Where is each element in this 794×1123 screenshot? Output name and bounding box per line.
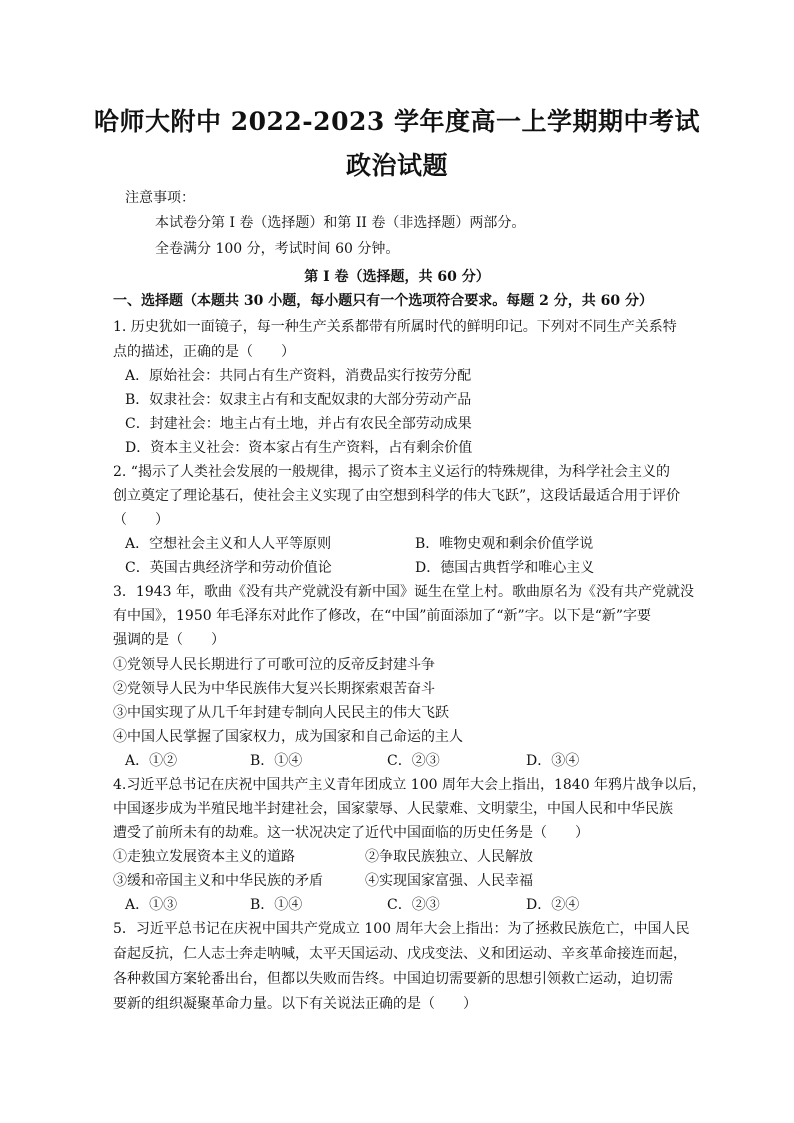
notes-label: 注意事项：: [125, 190, 195, 206]
question-2-option-a: A．空想社会主义和人人平等原则: [125, 536, 332, 552]
question-3-option-b: B．①④: [250, 753, 303, 769]
question-5-line: 各种救国方案轮番出台，但都以失败而告终。中国迫切需要新的思想引领救亡运动，迫切需: [113, 971, 673, 987]
question-2-option-d: D．德国古典哲学和唯心主义: [415, 560, 595, 576]
question-2-line: 2. “揭示了人类社会发展的一般规律，揭示了资本主义运行的特殊规律，为科学社会主义的: [113, 464, 670, 480]
question-4-option-d: D．②④: [526, 897, 580, 913]
question-3-statement: ①党领导人民长期进行了可歌可泣的反帝反封建斗争: [113, 657, 435, 673]
question-3-statement: ③中国实现了从几千年封建专制向人民民主的伟大飞跃: [113, 705, 449, 721]
question-1-option-b: B．奴隶社会：奴隶主占有和支配奴隶的大部分劳动产品: [125, 392, 472, 408]
question-4-statement: ④实现国家富强、人民幸福: [365, 873, 533, 889]
section-heading: 一、选择题（本题共 30 小题，每小题只有一个选项符合要求。每题 2 分，共 60 分）: [113, 293, 653, 309]
question-3-line: 强调的是（ ）: [113, 632, 225, 648]
question-2-line: 创立奠定了理论基石，使社会主义实现了由空想到科学的伟大飞跃”，这段话最适合用于评价: [113, 488, 681, 504]
question-3-statement: ②党领导人民为中华民族伟大复兴长期探索艰苦奋斗: [113, 681, 435, 697]
question-3-line: 3．1943 年，歌曲《没有共产党就没有新中国》诞生在堂上村。歌曲原名为《没有共产党就没: [113, 584, 694, 600]
notes-item: 本试卷分第 I 卷（选择题）和第 II 卷（非选择题）两部分。: [155, 215, 526, 231]
part-heading: 第 I 卷（选择题，共 60 分）: [304, 269, 490, 285]
question-4-option-a: A．①③: [125, 897, 178, 913]
question-2-option-c: C．英国古典经济学和劳动价值论: [125, 560, 332, 576]
question-5-line: 5．习近平总书记在庆祝中国共产党成立 100 周年大会上指出：为了拯救民族危亡，中国人民: [113, 921, 690, 937]
question-3-line: 有中国》，1950 年毛泽东对此作了修改，在“中国”前面添加了“新”字。以下是“新”字要: [113, 608, 652, 624]
question-1-option-c: C．封建社会：地主占有土地，并占有农民全部劳动成果: [125, 416, 472, 432]
question-4-statement: ③缓和帝国主义和中华民族的矛盾: [113, 873, 323, 889]
exam-title: 哈师大附中 2022-2023 学年度高一上学期期中考试: [94, 107, 700, 136]
question-4-line: 遭受了前所未有的劫难。这一状况决定了近代中国面临的历史任务是（ ）: [113, 825, 589, 841]
question-4-option-b: B．①④: [250, 897, 303, 913]
question-4-statement: ①走独立发展资本主义的道路: [113, 849, 295, 865]
question-5-line: 奋起反抗，仁人志士奔走呐喊，太平天国运动、戊戌变法、义和团运动、辛亥革命接连而起，: [113, 946, 687, 962]
question-1-option-a: A．原始社会：共同占有生产资料，消费品实行按劳分配: [125, 368, 472, 384]
notes-item: 全卷满分 100 分，考试时间 60 分钟。: [155, 241, 400, 257]
question-4-statement: ②争取民族独立、人民解放: [365, 849, 533, 865]
question-4-line: 中国逐步成为半殖民地半封建社会，国家蒙辱、人民蒙难、文明蒙尘，中国人民和中华民族: [113, 801, 673, 817]
question-1-option-d: D．资本主义社会：资本家占有生产资料，占有剩余价值: [125, 440, 473, 456]
question-4-line: 4.习近平总书记在庆祝中国共产主义青年团成立 100 周年大会上指出，1840 年鸦片战争以后，: [113, 777, 707, 793]
question-2-line: （ ）: [113, 512, 169, 528]
question-3-statement: ④中国人民掌握了国家权力，成为国家和自己命运的主人: [113, 729, 463, 745]
exam-subject: 政治试题: [345, 151, 448, 180]
question-1-line: 点的描述，正确的是（ ）: [113, 344, 295, 360]
question-3-option-d: D．③④: [526, 753, 580, 769]
question-1-line: 1. 历史犹如一面镜子，每一种生产关系都带有所属时代的鲜明印记。下列对不同生产关系特: [113, 319, 677, 335]
question-4-option-c: C．②③: [387, 897, 440, 913]
question-3-option-a: A．①②: [125, 753, 178, 769]
question-5-line: 要新的组织凝聚革命力量。以下有关说法正确的是（ ）: [113, 996, 477, 1012]
question-2-option-b: B．唯物史观和剩余价值学说: [415, 536, 594, 552]
question-3-option-c: C．②③: [387, 753, 440, 769]
